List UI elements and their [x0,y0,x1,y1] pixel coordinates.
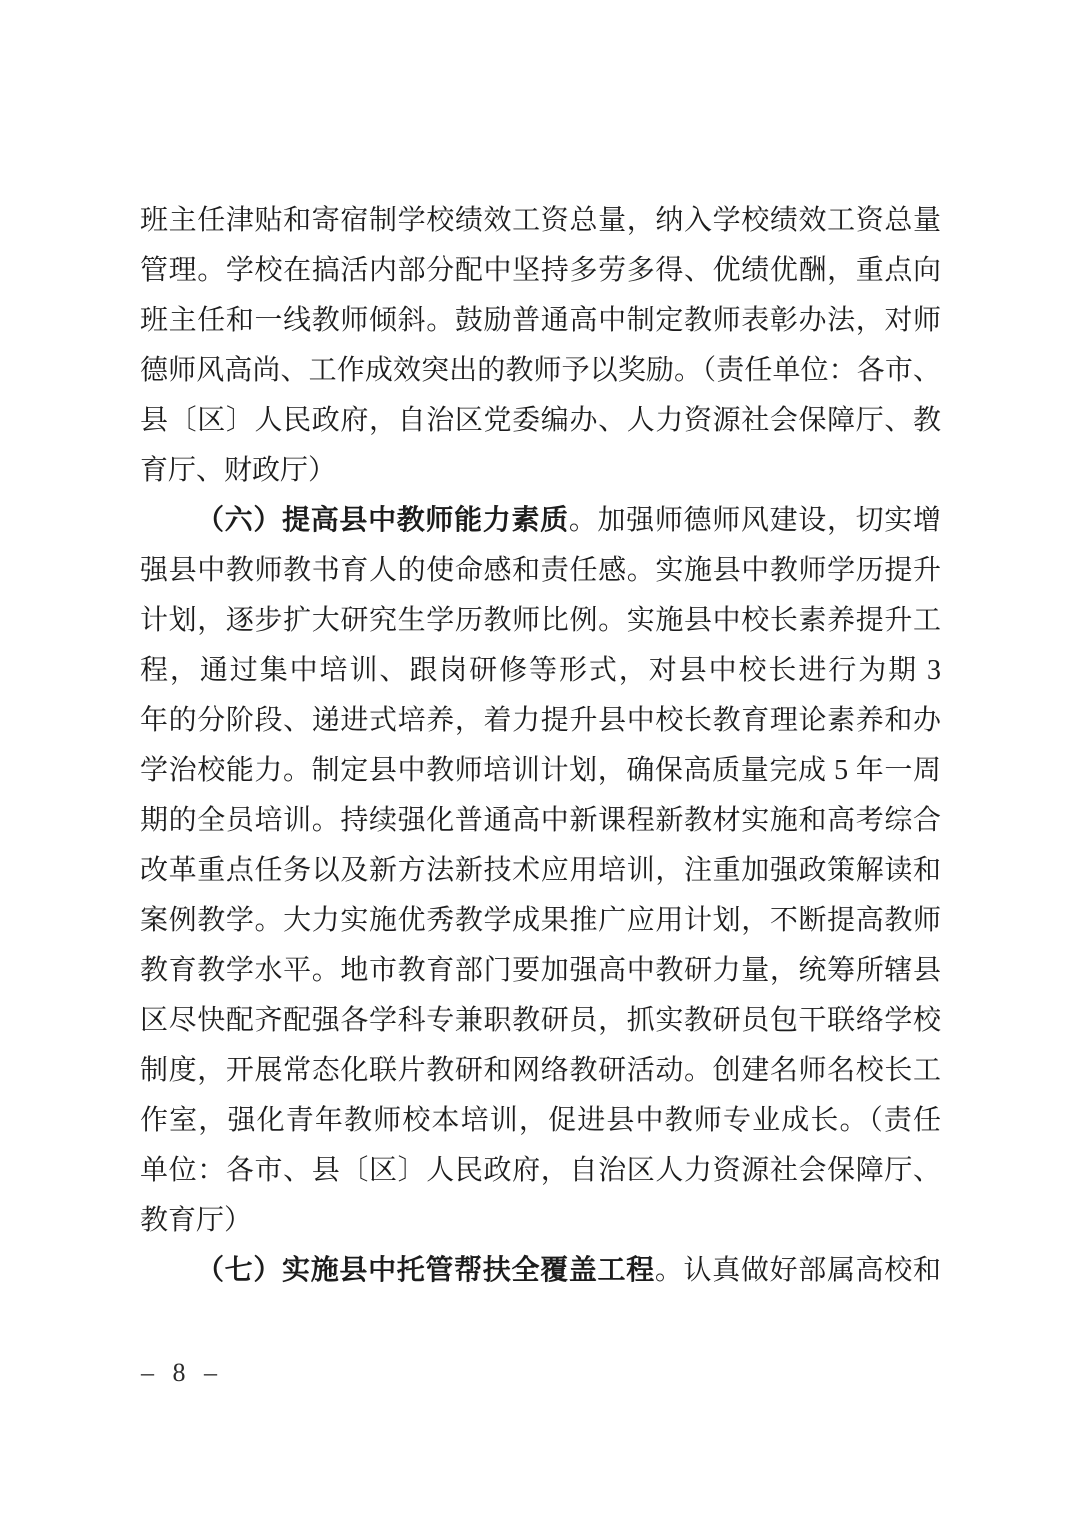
body-text-segment: 学治校能力。制定县中教师培训计划，确保高质量完成 5 年一周 [140,755,941,786]
text-line [140,196,941,246]
body-text-segment: 计划，逐步扩大研究生学历教师比例。实施县中校长素养提升工 [140,605,941,636]
body-text-segment: 德师风高尚、工作成效突出的教师予以奖励。（责任单位：各市、 [140,355,941,386]
body-text-segment: 作室，强化青年教师校本培训，促进县中教师专业成长。（责任 [140,1105,941,1136]
body-text-segment: 强县中教师教书育人的使命感和责任感。实施县中教师学历提升 [140,555,941,586]
body-text-segment: 期的全员培训。持续强化普通高中新课程新教材实施和高考综合 [140,805,941,836]
body-text-segment: 教育厅） [140,1205,253,1236]
text-line [140,796,941,846]
body-text-segment: 班主任和一线教师倾斜。鼓励普通高中制定教师表彰办法，对师 [140,305,941,336]
text-line [140,646,941,696]
text-line [140,896,941,946]
body-text-segment: 改革重点任务以及新方法新技术应用培训，注重加强政策解读和 [140,855,941,886]
body-text-segment: 制度，开展常态化联片教研和网络教研活动。创建名师名校长工 [140,1055,941,1086]
body-text-segment: 管理。学校在搞活内部分配中坚持多劳多得、优绩优酬，重点向 [140,255,941,286]
text-line [140,496,941,546]
body-text-segment: 区尽快配齐配强各学科专兼职教研员，抓实教研员包干联络学校 [140,1005,941,1036]
text-line [140,296,941,346]
text-line [140,396,941,446]
body-text-segment: 县〔区〕人民政府，自治区党委编办、人力资源社会保障厅、教 [140,405,941,436]
text-line [140,746,941,796]
section-heading-segment: （七）实施县中托管帮扶全覆盖工程 [196,1255,655,1286]
page-number: – 8 – [141,1358,223,1387]
body-text-segment: 程，通过集中培训、跟岗研修等形式，对县中校长进行为期 3 [140,655,941,686]
text-line [140,996,941,1046]
body-text-segment: 案例教学。大力实施优秀教学成果推广应用计划，不断提高教师 [140,905,941,936]
text-line [140,596,941,646]
text-line [140,1196,941,1246]
text-line [140,1096,941,1146]
text-line [140,1246,941,1296]
text-line [140,946,941,996]
text-line [140,846,941,896]
body-text-segment: 教育教学水平。地市教育部门要加强高中教研力量，统筹所辖县 [140,955,941,986]
body-text-segment: 。认真做好部属高校和 [654,1255,941,1286]
body-text-segment: 。加强师德师风建设，切实增 [568,505,941,536]
text-line [140,446,941,496]
body-text-segment: 育厅、财政厅） [140,455,337,486]
text-line [140,1146,941,1196]
text-line [140,1046,941,1096]
text-line [140,546,941,596]
body-text-segment: 单位：各市、县〔区〕人民政府，自治区人力资源社会保障厅、 [140,1155,941,1186]
document-body [140,196,941,1296]
text-line [140,346,941,396]
text-line [140,696,941,746]
body-text-segment: 班主任津贴和寄宿制学校绩效工资总量，纳入学校绩效工资总量 [140,205,941,236]
section-heading-segment: （六）提高县中教师能力素质 [196,505,569,536]
body-text-segment: 年的分阶段、递进式培养，着力提升县中校长教育理论素养和办 [140,705,941,736]
text-line [140,246,941,296]
